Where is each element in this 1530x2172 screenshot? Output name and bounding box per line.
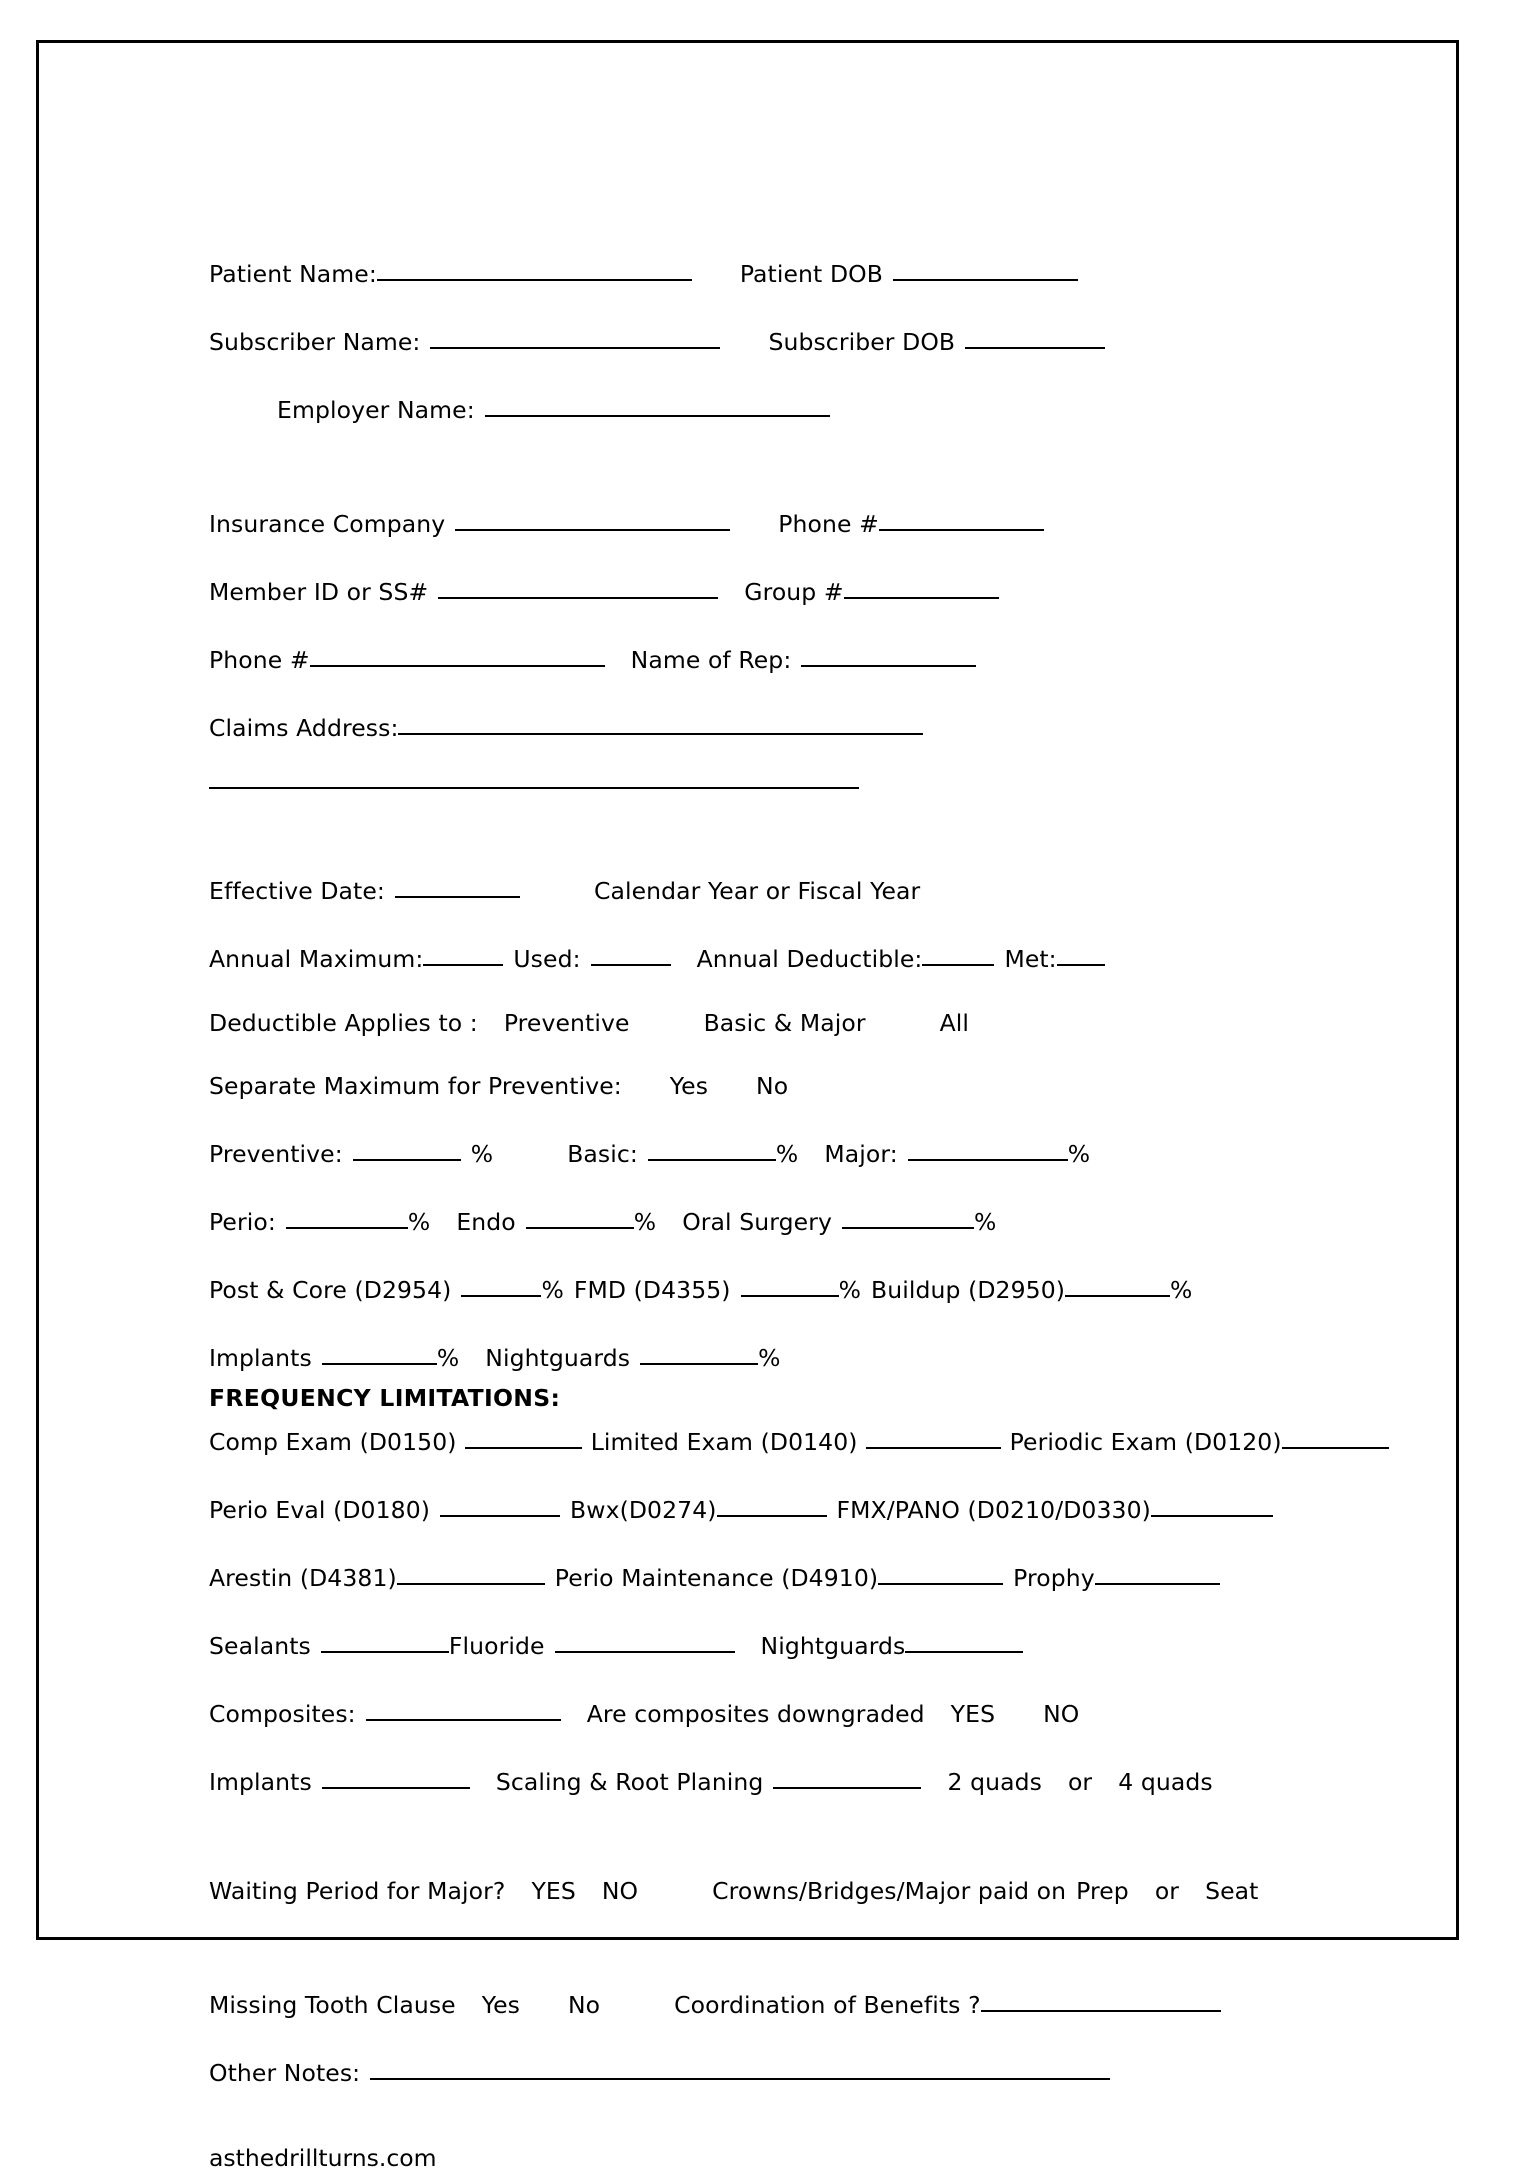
- claims-address-input-line2[interactable]: [209, 765, 859, 789]
- nightguards-percent-sign: %: [758, 1344, 781, 1372]
- implants-freq-label: Implants: [209, 1767, 312, 1796]
- post-core-input[interactable]: [461, 1274, 541, 1298]
- perio-maintenance-label: Perio Maintenance (D4910): [554, 1563, 879, 1592]
- arestin-perio-prophy-row: [209, 1562, 1389, 1590]
- waiting-period-label: Waiting Period for Major?: [209, 1877, 506, 1905]
- insurance-phone-label: Phone #: [778, 509, 879, 538]
- post-core-label: Post & Core (D2954): [209, 1276, 452, 1304]
- srp-quads-or: or: [1067, 1767, 1093, 1796]
- annual-maximum-label: Annual Maximum:: [209, 945, 424, 973]
- annual-maximum-input[interactable]: [423, 943, 503, 967]
- buildup-percent-sign: %: [1170, 1276, 1193, 1304]
- group-number-label: Group #: [744, 577, 844, 606]
- endo-percent-sign: %: [633, 1208, 657, 1236]
- missing-tooth-row: [209, 1990, 1389, 2018]
- prophy-input[interactable]: [1095, 1561, 1220, 1585]
- preventive-label: Preventive:: [209, 1140, 343, 1168]
- buildup-input[interactable]: [1065, 1274, 1170, 1298]
- waiting-period-row: [209, 1877, 1389, 1905]
- group-number-input[interactable]: [844, 575, 999, 599]
- oral-surgery-label: Oral Surgery: [682, 1208, 832, 1236]
- preventive-basic-major-row: [209, 1139, 1389, 1167]
- effective-date-label: Effective Date:: [209, 877, 385, 905]
- crowns-paid-or: or: [1154, 1877, 1180, 1905]
- post-core-percent-sign: %: [541, 1276, 564, 1304]
- missing-tooth-yes[interactable]: Yes: [481, 1991, 520, 2019]
- deductible-applies-label: Deductible Applies to :: [209, 1008, 478, 1037]
- composites-downgraded-label: Are composites downgraded: [586, 1699, 925, 1728]
- fmd-input[interactable]: [741, 1274, 839, 1298]
- claims-address-input-line1[interactable]: [398, 711, 923, 735]
- implants-srp-row: [209, 1766, 1389, 1794]
- crowns-paid-seat[interactable]: Seat: [1205, 1877, 1259, 1905]
- member-id-label: Member ID or SS#: [209, 577, 429, 606]
- endo-label: Endo: [456, 1208, 516, 1236]
- missing-tooth-label: Missing Tooth Clause: [209, 1991, 456, 2019]
- periodic-exam-label: Periodic Exam (D0120): [1009, 1427, 1282, 1456]
- bwx-label: Bwx(D0274): [570, 1495, 717, 1524]
- crowns-paid-prep[interactable]: Prep: [1076, 1877, 1129, 1905]
- arestin-input[interactable]: [397, 1561, 545, 1585]
- perio-input[interactable]: [286, 1206, 408, 1230]
- patient-name-input[interactable]: [377, 257, 692, 281]
- perio-endo-oralsurgery-row: [209, 1207, 1389, 1235]
- deductible-option-basic-major[interactable]: Basic & Major: [703, 1008, 866, 1037]
- composites-input[interactable]: [366, 1697, 561, 1721]
- composites-downgraded-yes[interactable]: YES: [950, 1699, 996, 1728]
- other-notes-label: Other Notes:: [209, 2059, 361, 2087]
- buildup-label: Buildup (D2950): [871, 1276, 1066, 1304]
- composites-row: [209, 1698, 1389, 1726]
- basic-percent-sign: %: [775, 1140, 799, 1168]
- effective-date-input[interactable]: [395, 875, 520, 899]
- preventive-percent-sign: %: [470, 1140, 494, 1168]
- used-label: Used:: [513, 945, 581, 973]
- basic-input[interactable]: [648, 1138, 776, 1162]
- rep-phone-label: Phone #: [209, 645, 310, 674]
- rep-phone-row: [209, 644, 1389, 672]
- implants-nightguards-pct-row: [209, 1343, 1389, 1371]
- sealants-fluoride-nightguards-row: [209, 1630, 1389, 1658]
- patient-name-row: [209, 258, 1389, 286]
- perio-maintenance-input[interactable]: [878, 1561, 1003, 1585]
- separate-maximum-label: Separate Maximum for Preventive:: [209, 1072, 622, 1100]
- other-notes-row: [209, 2058, 1389, 2086]
- patient-dob-input[interactable]: [893, 257, 1078, 281]
- oral-surgery-input[interactable]: [842, 1206, 974, 1230]
- nightguards-pct-label: Nightguards: [485, 1344, 631, 1372]
- comp-exam-label: Comp Exam (D0150): [209, 1427, 457, 1456]
- exams-row: [209, 1426, 1389, 1454]
- arestin-label: Arestin (D4381): [209, 1563, 397, 1592]
- srp-input[interactable]: [773, 1765, 921, 1789]
- perio-eval-label: Perio Eval (D0180): [209, 1495, 431, 1524]
- employer-name-row: [209, 394, 1389, 422]
- annual-maximum-row: [209, 944, 1389, 972]
- claims-address-row: [209, 712, 1389, 740]
- implants-freq-input[interactable]: [322, 1765, 470, 1789]
- coordination-of-benefits-input[interactable]: [981, 1989, 1221, 2013]
- fmx-pano-label: FMX/PANO (D0210/D0330): [836, 1495, 1151, 1524]
- implants-percent-sign: %: [436, 1344, 460, 1372]
- basic-label: Basic:: [567, 1140, 638, 1168]
- name-of-rep-input[interactable]: [801, 643, 976, 667]
- insurance-company-row: [209, 508, 1389, 536]
- nightguards-freq-input[interactable]: [905, 1629, 1023, 1653]
- major-percent-sign: %: [1067, 1140, 1091, 1168]
- insurance-company-input[interactable]: [455, 507, 730, 531]
- annual-deductible-label: Annual Deductible:: [696, 945, 923, 973]
- perio-eval-input[interactable]: [440, 1493, 560, 1517]
- member-id-row: [209, 576, 1389, 604]
- rep-phone-input[interactable]: [310, 643, 605, 667]
- periodic-exam-input[interactable]: [1282, 1425, 1389, 1449]
- comp-exam-input[interactable]: [465, 1425, 581, 1449]
- deductible-applies-row: [209, 1008, 1389, 1037]
- deductible-option-preventive[interactable]: Preventive: [503, 1008, 630, 1037]
- fmx-pano-input[interactable]: [1151, 1493, 1273, 1517]
- nightguards-freq-label: Nightguards: [760, 1631, 906, 1660]
- calendar-or-fiscal-label: Calendar Year or Fiscal Year: [593, 877, 921, 905]
- insurance-phone-input[interactable]: [879, 507, 1044, 531]
- employer-name-label: Employer Name:: [277, 395, 475, 424]
- frequency-limitations-heading-row: [209, 1383, 1389, 1412]
- name-of-rep-label: Name of Rep:: [630, 645, 792, 674]
- bwx-input[interactable]: [717, 1493, 827, 1517]
- annual-deductible-input[interactable]: [922, 943, 994, 967]
- form-body: [209, 258, 1389, 2172]
- endo-input[interactable]: [526, 1206, 634, 1230]
- composites-downgraded-no[interactable]: NO: [1043, 1699, 1080, 1728]
- patient-name-label: Patient Name:: [209, 259, 377, 288]
- major-label: Major:: [824, 1140, 898, 1168]
- perio-label: Perio:: [209, 1208, 276, 1236]
- implants-pct-input[interactable]: [322, 1342, 437, 1366]
- implants-pct-label: Implants: [209, 1344, 312, 1372]
- effective-date-row: [209, 876, 1389, 904]
- claims-address-row-2: [209, 766, 1389, 790]
- member-id-input[interactable]: [438, 575, 718, 599]
- met-input[interactable]: [1057, 943, 1105, 967]
- frequency-limitations-heading: FREQUENCY LIMITATIONS:: [209, 1383, 561, 1412]
- postcore-fmd-buildup-row: [209, 1275, 1389, 1303]
- coordination-of-benefits-label: Coordination of Benefits ?: [674, 1991, 981, 2019]
- claims-address-label: Claims Address:: [209, 713, 399, 742]
- sealants-input[interactable]: [321, 1629, 449, 1653]
- oral-surgery-percent-sign: %: [973, 1208, 997, 1236]
- subscriber-name-label: Subscriber Name:: [209, 327, 421, 356]
- subscriber-name-row: [209, 326, 1389, 354]
- waiting-period-no[interactable]: NO: [601, 1877, 639, 1905]
- met-label: Met:: [1004, 945, 1057, 973]
- sealants-label: Sealants: [209, 1631, 311, 1660]
- other-notes-input[interactable]: [370, 2057, 1110, 2081]
- separate-maximum-row: [209, 1072, 1389, 1100]
- site-footer: asthedrillturns.com: [209, 2143, 437, 2172]
- waiting-period-yes[interactable]: YES: [531, 1877, 576, 1905]
- fluoride-label: Fluoride: [448, 1631, 545, 1660]
- separate-maximum-no[interactable]: No: [756, 1072, 789, 1100]
- deductible-option-all[interactable]: All: [939, 1008, 970, 1037]
- crowns-paid-on-label: Crowns/Bridges/Major paid on: [712, 1877, 1067, 1905]
- employer-name-input[interactable]: [485, 393, 830, 417]
- subscriber-dob-input[interactable]: [965, 325, 1105, 349]
- limited-exam-label: Limited Exam (D0140): [590, 1427, 858, 1456]
- insurance-company-label: Insurance Company: [209, 509, 446, 538]
- page-border: [36, 40, 1459, 2172]
- nightguards-pct-input[interactable]: [640, 1342, 758, 1366]
- limited-exam-input[interactable]: [866, 1425, 1000, 1449]
- major-input[interactable]: [908, 1138, 1068, 1162]
- subscriber-dob-label: Subscriber DOB: [768, 327, 956, 356]
- srp-label: Scaling & Root Planing: [495, 1767, 764, 1796]
- patient-dob-label: Patient DOB: [739, 259, 883, 288]
- subscriber-name-input[interactable]: [430, 325, 720, 349]
- separate-maximum-yes[interactable]: Yes: [669, 1072, 709, 1100]
- fluoride-input[interactable]: [555, 1629, 735, 1653]
- used-input[interactable]: [591, 943, 671, 967]
- composites-label: Composites:: [209, 1699, 356, 1728]
- fmd-label: FMD (D4355): [573, 1276, 731, 1304]
- perio-percent-sign: %: [407, 1208, 431, 1236]
- preventive-input[interactable]: [353, 1138, 461, 1162]
- fmd-percent-sign: %: [838, 1276, 862, 1304]
- prophy-label: Prophy: [1013, 1563, 1095, 1592]
- perio-eval-bwx-fmx-row: [209, 1494, 1389, 1522]
- srp-2-quads[interactable]: 2 quads: [947, 1767, 1042, 1796]
- srp-4-quads[interactable]: 4 quads: [1118, 1767, 1213, 1796]
- missing-tooth-no[interactable]: No: [567, 1991, 601, 2019]
